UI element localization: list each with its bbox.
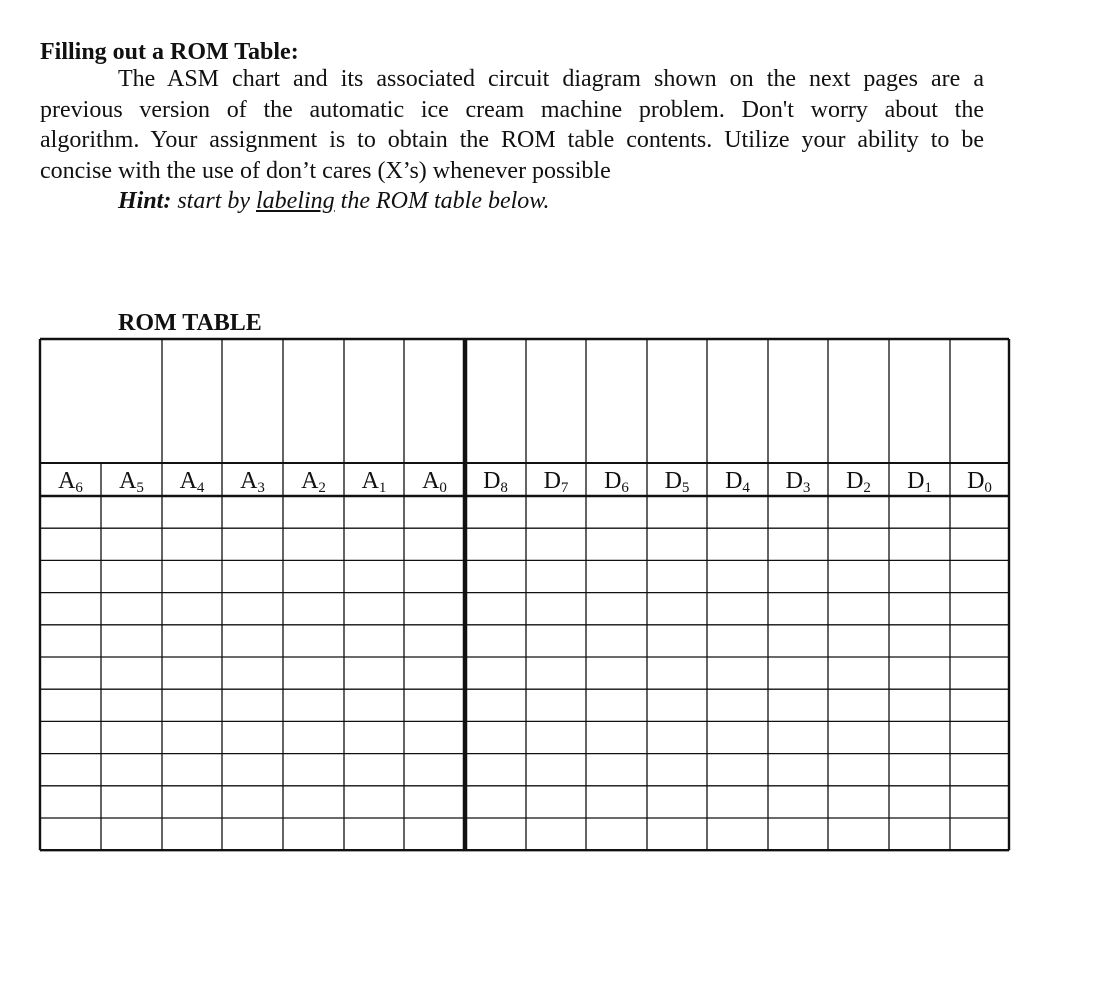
data-column-label: D0 xyxy=(967,468,992,496)
address-column-label: A2 xyxy=(301,468,326,496)
data-column-label: D4 xyxy=(725,468,750,496)
address-column-label: A1 xyxy=(361,468,387,496)
paragraph-line: concise with the use of don’t cares (X’s) whenever possible xyxy=(40,157,611,184)
section-heading: Filling out a ROM Table: xyxy=(40,39,299,65)
paragraph-line: previous version of the automatic ice cream machine problem. Don't worry about the xyxy=(40,96,984,123)
address-column-label: A5 xyxy=(119,468,144,496)
data-column-label: D1 xyxy=(907,468,932,496)
address-column-label: A6 xyxy=(58,468,83,496)
rom-table-title: ROM TABLE xyxy=(118,310,262,336)
hint-text: start by xyxy=(171,188,257,214)
paragraph-line: algorithm. Your assignment is to obtain the ROM table contents. Utilize your ability to be xyxy=(40,127,984,153)
data-column-label: D5 xyxy=(664,468,690,496)
data-column-label: D3 xyxy=(785,468,811,496)
address-column-label: A0 xyxy=(422,468,447,496)
data-column-label: D8 xyxy=(483,468,508,496)
hint-label: Hint: xyxy=(118,188,172,214)
data-column-label: D2 xyxy=(846,468,871,496)
data-column-label: D6 xyxy=(604,468,629,496)
address-column-label: A4 xyxy=(179,468,205,496)
paragraph-line: The ASM chart and its associated circuit diagram shown on the next pages are a xyxy=(118,66,984,92)
address-column-label: A3 xyxy=(240,468,265,496)
hint-underlined-word: labeling xyxy=(256,188,335,214)
hint-text: the ROM table below. xyxy=(334,188,550,214)
data-column-label: D7 xyxy=(543,468,569,496)
